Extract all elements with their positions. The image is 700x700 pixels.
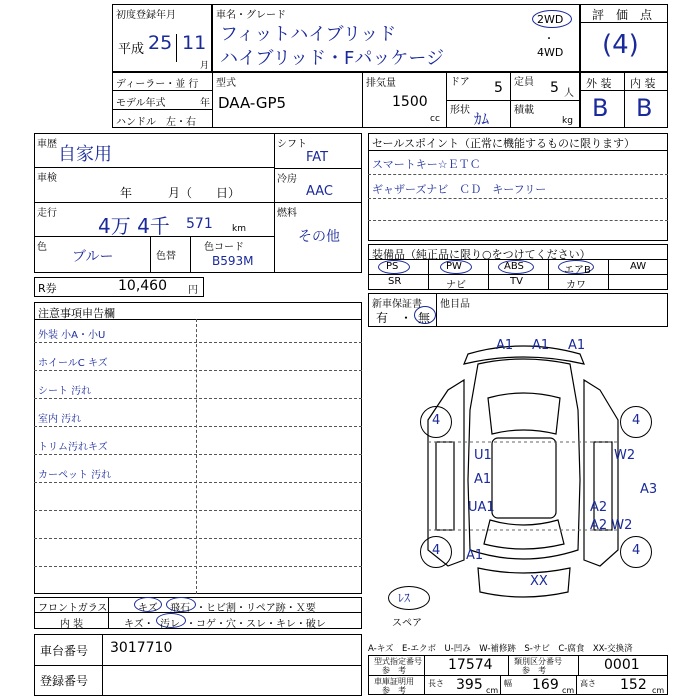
height-label: 高さ — [580, 679, 596, 688]
history-label: 車歴 — [37, 139, 57, 150]
glass-option-2: 飛石 — [170, 603, 190, 614]
mark-left-u1: U1 — [474, 448, 492, 463]
mark-right-a2: A2 — [590, 500, 608, 515]
shift-label: シフト — [277, 139, 307, 150]
fuel-value: その他 — [298, 229, 340, 245]
mark-res: ﾚｽ — [398, 591, 411, 605]
designation-label-2: 類別区分番号 — [514, 657, 562, 666]
notes-line-6 — [34, 482, 362, 483]
exterior-label: 外 装 — [586, 77, 612, 90]
notes-center-div — [196, 319, 197, 594]
front-glass-label: フロントガラス — [38, 603, 108, 614]
doors-label: ドア — [450, 77, 470, 88]
mark-front-3: A1 — [568, 338, 586, 353]
first-registration-label: 初度登録年月 — [116, 10, 176, 21]
length-unit: cm — [486, 686, 499, 695]
note-line-3: シート 汚れ — [38, 386, 92, 397]
vehicle-col — [102, 634, 103, 696]
equip-navi: ナビ — [446, 280, 466, 291]
equip-tv: TV — [510, 276, 523, 287]
first-registration-month: 11 — [182, 32, 207, 54]
mark-right-a3: A3 — [640, 482, 658, 497]
sales-div-1 — [368, 174, 668, 175]
notes-line-4 — [34, 426, 362, 427]
notes-line-9 — [34, 566, 362, 567]
color-code-label: 色コード — [204, 242, 244, 253]
recycle-unit: 円 — [188, 285, 198, 296]
displacement-label: 排気量 — [366, 78, 396, 89]
shift-div — [274, 168, 362, 169]
warranty-selected: 無 — [418, 311, 431, 325]
warranty-options: 有 ・ — [376, 311, 413, 325]
equipment-label: 装備品（純正品に限り○をつけてください） — [372, 248, 591, 261]
equip-col-3 — [548, 259, 549, 290]
warranty-div — [436, 293, 437, 327]
designation-sub-1: 参 考 — [382, 666, 406, 675]
garage-col-2 — [500, 675, 501, 695]
note-line-4: 室内 汚れ — [38, 414, 82, 425]
designation-value-2: 0001 — [604, 657, 640, 673]
glass-col — [108, 597, 109, 629]
mark-tire-rl: 4 — [432, 543, 441, 558]
interior-value: B — [636, 94, 653, 122]
seats-label: 定員 — [514, 77, 534, 88]
height-unit: cm — [652, 686, 665, 695]
model-year-unit: 年 — [200, 98, 210, 109]
equip-aw: AW — [630, 261, 647, 272]
car-name-line2: ハイブリッド・Fパッケージ — [220, 48, 445, 69]
int-option-3: ・コゲ・穴・スレ・キレ・破レ — [186, 619, 326, 630]
int-option-2: 汚レ — [160, 619, 180, 630]
mileage-value: 4万 4千 — [98, 214, 170, 238]
equip-leather: カワ — [566, 280, 586, 291]
sales-points-line1: スマートキー☆ＥＴＣ — [372, 158, 481, 171]
note-line-5: トリム汚れキズ — [38, 442, 108, 453]
condition-divider — [624, 72, 625, 128]
type-value: DAA-GP5 — [218, 94, 287, 112]
displacement-value: 1500 — [392, 94, 428, 110]
sales-div-0 — [368, 150, 668, 151]
exterior-value: B — [592, 94, 609, 122]
mark-front-2: A1 — [532, 338, 550, 353]
dealer-label: ディーラー・並 行 — [116, 79, 199, 90]
inspection-value: 年 月（ 日） — [120, 186, 241, 200]
handle-label: ハンドル 左・右 — [116, 117, 196, 128]
notes-line-3 — [34, 398, 362, 399]
mileage-extra: 571 — [186, 216, 213, 232]
mark-right-a2w2: A2 W2 — [590, 518, 633, 533]
mark-rear-a1: A1 — [466, 548, 484, 563]
spec-col-4 — [510, 72, 511, 100]
mark-right-w2: W2 — [614, 448, 636, 463]
recycle-value: 10,460 — [118, 278, 167, 294]
sales-div-3 — [368, 220, 668, 221]
first-registration-year: 25 — [148, 32, 173, 54]
ac-div — [274, 202, 362, 203]
score-value: (4) — [602, 30, 639, 60]
note-line-1: 外装 小A・小U — [38, 330, 106, 341]
warranty-label: 新車保証書 — [372, 299, 422, 310]
mark-left-ua1: UA1 — [468, 500, 495, 515]
garage-col-1 — [424, 675, 425, 695]
interior-label: 内 装 — [630, 77, 656, 90]
model-year-label: モデル年式 — [116, 98, 166, 109]
sales-points-line2: ギャザーズナビ ＣＤ キーフリー — [372, 183, 547, 196]
km-unit: km — [232, 224, 246, 234]
garage-label: 車庫証明用 — [374, 677, 414, 686]
notes-label: 注意事項申告欄 — [38, 307, 115, 320]
mark-left-a1: A1 — [474, 472, 492, 487]
seats-unit: 人 — [564, 88, 574, 99]
vehicle-div — [34, 665, 362, 666]
sales-points-label: セールスポイント（正常に機能するものに限ります） — [372, 137, 636, 150]
spec-col-1 — [212, 72, 213, 128]
glass-option-3: ・ヒビ割・リペア跡・Ｘ要 — [196, 603, 316, 614]
mark-tire-rr: 4 — [632, 543, 641, 558]
car-name-line1: フィットハイブリッド — [220, 24, 397, 45]
color-label: 色 — [37, 242, 47, 253]
designation-value-1: 17574 — [448, 657, 493, 673]
fuel-label: 燃料 — [277, 208, 297, 219]
int-option-1: キズ・ — [124, 619, 154, 630]
history-col — [274, 133, 275, 273]
sales-div-2 — [368, 198, 668, 199]
width-label: 幅 — [504, 679, 512, 688]
inspection-label: 車検 — [37, 173, 57, 184]
load-unit: kg — [562, 116, 573, 126]
notes-line-8 — [34, 538, 362, 539]
equip-div-2 — [368, 274, 668, 275]
equip-col-4 — [608, 259, 609, 290]
length-value: 395 — [456, 677, 483, 693]
mark-front-1: A1 — [496, 338, 514, 353]
seats-value: 5 — [550, 80, 559, 96]
equip-col-2 — [488, 259, 489, 290]
color-change-label: 色替 — [156, 251, 176, 262]
load-label: 積載 — [514, 105, 534, 116]
chassis-label: 車台番号 — [40, 644, 89, 658]
color-code-value: B593M — [212, 254, 254, 268]
designation-sub-2: 参 考 — [522, 666, 546, 675]
spec-divider-b — [112, 109, 212, 110]
cc-unit: cc — [430, 114, 440, 124]
notes-head-div — [34, 319, 362, 320]
doors-value: 5 — [494, 80, 503, 96]
first-registration-era: 平成 — [118, 42, 145, 57]
mark-rear-xx: XX — [530, 574, 548, 589]
shape-value: ｶﾑ — [474, 110, 490, 128]
notes-line-1 — [34, 342, 362, 343]
designation-label-1: 型式指定番号 — [374, 657, 422, 666]
spec-col-5 — [510, 100, 511, 128]
chassis-value: 3017710 — [110, 640, 173, 656]
designation-col-1 — [424, 655, 425, 675]
garage-col-3 — [576, 675, 577, 695]
damage-legend: A-キズ E-エクボ U-凹み W-補修跡 S-サビ C-腐食 XX-交換済 — [368, 644, 633, 654]
color-value: ブルー — [72, 249, 114, 265]
history-div-1 — [34, 167, 274, 168]
score-label: 評 価 点 — [592, 8, 653, 22]
designation-col-2 — [508, 655, 509, 675]
equip-col-1 — [428, 259, 429, 290]
color-div — [150, 236, 151, 273]
history-value: 自家用 — [58, 144, 112, 165]
history-div-2 — [34, 202, 274, 203]
notes-line-2 — [34, 370, 362, 371]
height-value: 152 — [620, 677, 647, 693]
note-line-6: カーペット 汚れ — [38, 470, 112, 481]
recycle-label: R券 — [38, 282, 57, 295]
mark-tire-fl: 4 — [432, 413, 441, 428]
warranty-other-label: 他目品 — [440, 299, 470, 310]
width-value: 169 — [532, 677, 559, 693]
spare-label: スペア — [392, 618, 422, 629]
drive-2wd: 2WD — [537, 13, 564, 26]
interior-glass-label: 内 装 — [60, 619, 84, 630]
equip-abs: ABS — [504, 261, 524, 272]
designation-col-3 — [578, 655, 579, 675]
spec-divider-a — [112, 90, 212, 91]
color-div-2 — [190, 236, 191, 273]
equip-pw: PW — [446, 261, 462, 272]
reg-divider — [176, 34, 178, 62]
notes-line-7 — [34, 510, 362, 511]
type-label: 型式 — [216, 78, 236, 89]
garage-sub: 参 考 — [382, 686, 406, 695]
shift-value: FAT — [306, 150, 329, 165]
drive-4wd: 4WD — [537, 46, 564, 59]
car-diagram — [408, 330, 641, 620]
length-label: 長さ — [428, 679, 444, 688]
registration-label: 登録番号 — [40, 674, 89, 688]
note-line-2: ホイールC キズ — [38, 358, 108, 369]
spec-col-2 — [362, 72, 363, 128]
month-unit: 月 — [200, 61, 210, 71]
mark-tire-fr: 4 — [632, 413, 641, 428]
notes-line-5 — [34, 454, 362, 455]
equip-sr: SR — [388, 276, 402, 287]
score-divider — [580, 22, 668, 23]
glass-option-1: キズ — [138, 603, 158, 614]
ac-value: AAC — [306, 184, 333, 199]
drive-dot: ・ — [544, 34, 554, 45]
shape-label: 形状 — [450, 105, 470, 116]
ac-label: 冷房 — [277, 174, 297, 185]
mileage-label: 走行 — [37, 208, 57, 219]
width-unit: cm — [562, 686, 575, 695]
car-name-label: 車名・グレード — [216, 10, 286, 21]
equip-airbag: エアB — [564, 265, 591, 276]
equip-ps: PS — [386, 261, 399, 272]
history-div-3 — [34, 236, 274, 237]
